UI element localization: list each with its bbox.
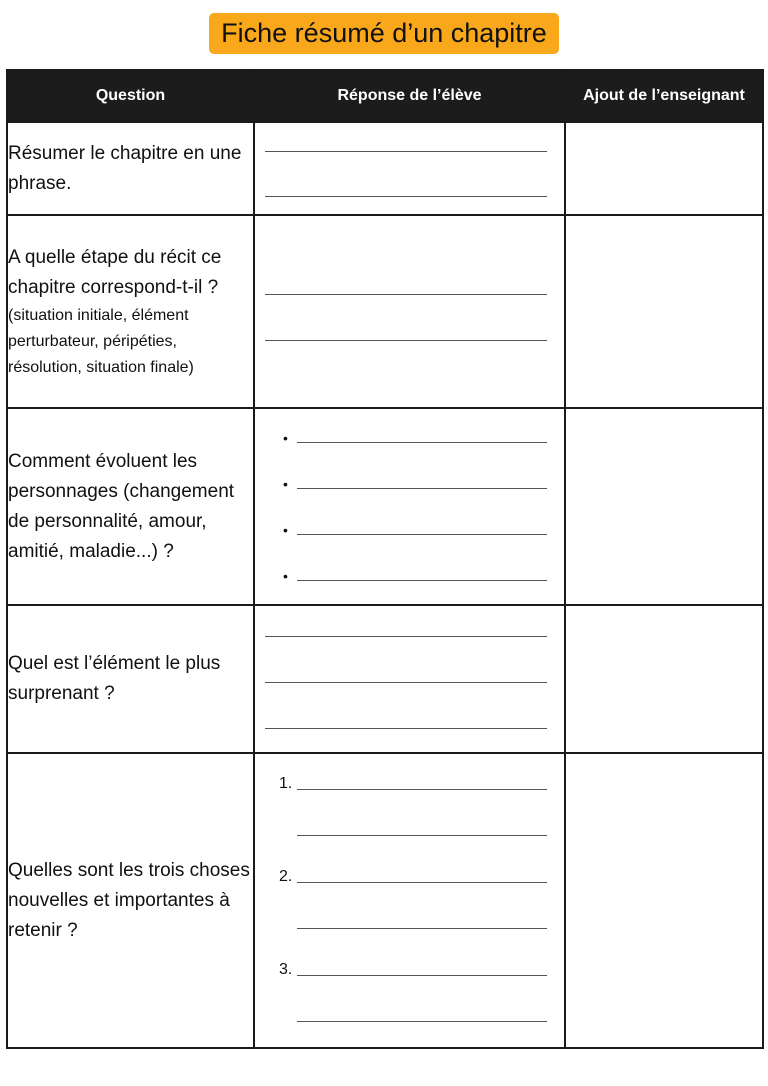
table-row	[7, 122, 763, 215]
table-row	[7, 408, 763, 605]
answer-line[interactable]	[265, 340, 547, 341]
teacher-cell[interactable]	[565, 122, 763, 215]
table-header-row	[7, 70, 763, 122]
header-question: Question	[7, 70, 254, 122]
answer-line[interactable]	[297, 975, 547, 976]
answer-line[interactable]	[265, 294, 547, 295]
answer-line[interactable]	[265, 682, 547, 683]
answer-cell[interactable]	[254, 605, 565, 753]
bullet-icon: •	[283, 430, 288, 446]
summary-table	[6, 69, 764, 1049]
question-cell	[7, 605, 254, 753]
item-number: 2.	[279, 868, 293, 885]
answer-cell[interactable]	[254, 215, 565, 408]
question-text: Comment évoluent les personnages (changement de personnalité, amour, amitié, maladie...) ?	[8, 450, 235, 562]
table-row	[7, 753, 763, 1048]
answer-line[interactable]	[265, 728, 547, 729]
answer-lines[interactable]	[255, 754, 564, 1047]
bullet-icon: •	[283, 522, 288, 538]
page-title: Fiche résumé d’un chapitre	[209, 13, 559, 54]
table-row	[7, 605, 763, 753]
answer-line[interactable]	[297, 1021, 547, 1022]
item-number: 1.	[279, 775, 293, 792]
question-text: Quel est l’élément le plus surprenant ?	[8, 653, 221, 704]
teacher-cell[interactable]	[565, 408, 763, 605]
answer-lines[interactable]	[255, 216, 564, 407]
answer-line[interactable]	[297, 789, 547, 790]
bullet-icon: •	[283, 568, 288, 584]
question-text: Résumer le chapitre en une phrase.	[8, 142, 242, 194]
answer-lines[interactable]	[255, 606, 564, 752]
answer-cell[interactable]	[254, 753, 565, 1048]
answer-line[interactable]	[297, 882, 547, 883]
bullet-icon: •	[283, 476, 288, 492]
answer-line[interactable]	[297, 534, 547, 535]
answer-line[interactable]	[265, 196, 547, 197]
answer-line[interactable]	[265, 636, 547, 637]
teacher-cell[interactable]	[565, 753, 763, 1048]
item-number: 3.	[279, 961, 293, 978]
answer-cell[interactable]	[254, 408, 565, 605]
question-cell	[7, 753, 254, 1048]
answer-line[interactable]	[297, 928, 547, 929]
answer-line[interactable]	[297, 442, 547, 443]
answer-lines[interactable]	[255, 409, 564, 604]
question-hint: (situation initiale, élément perturbateur, péripéties, résolution, situation finale)	[8, 306, 194, 376]
question-cell	[7, 215, 254, 408]
question-text: A quelle étape du récit ce chapitre correspond-t-il ?	[8, 246, 222, 298]
table-row	[7, 215, 763, 408]
question-text: Quelles sont les trois choses nouvelles et importantes à retenir ?	[8, 859, 250, 941]
answer-lines[interactable]	[255, 123, 564, 214]
teacher-cell[interactable]	[565, 215, 763, 408]
answer-line[interactable]	[297, 488, 547, 489]
answer-line[interactable]	[297, 835, 547, 836]
question-cell	[7, 408, 254, 605]
title-wrap	[0, 13, 768, 54]
answer-line[interactable]	[297, 580, 547, 581]
answer-line[interactable]	[265, 151, 547, 152]
header-teacher-addition: Ajout de l’enseignant	[565, 70, 763, 122]
header-student-answer: Réponse de l’élève	[254, 70, 565, 122]
answer-cell[interactable]	[254, 122, 565, 215]
question-cell	[7, 122, 254, 215]
teacher-cell[interactable]	[565, 605, 763, 753]
